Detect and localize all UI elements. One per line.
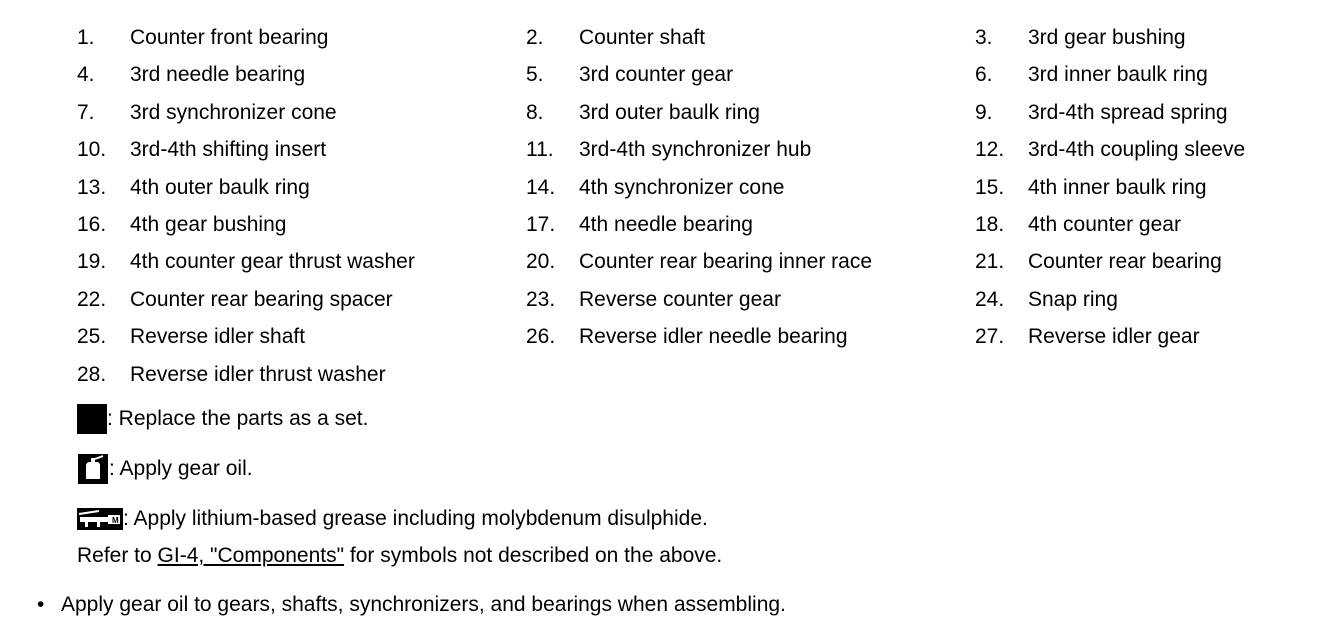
assembly-note-text: Apply gear oil to gears, shafts, synchronizers, and bearings when assembling.: [61, 593, 786, 616]
part-name: 3rd counter gear: [579, 63, 734, 87]
part-number: 6.: [975, 63, 993, 87]
part-name: Counter rear bearing: [1028, 250, 1222, 274]
part-number: 11.: [526, 138, 554, 162]
part-number: 5.: [526, 63, 544, 87]
oil-can-icon: [77, 453, 109, 485]
assembly-note: [37, 591, 786, 619]
legend-oil-row: [77, 452, 253, 486]
part-name: 4th counter gear thrust washer: [130, 250, 415, 274]
bullet-icon: •: [37, 593, 45, 616]
part-number: 15.: [975, 175, 1005, 199]
part-name: Reverse counter gear: [579, 287, 781, 311]
part-number: 21.: [975, 250, 1005, 274]
refer-prefix: Refer to: [77, 544, 158, 567]
part-number: 28.: [77, 362, 107, 386]
part-name: Counter shaft: [579, 26, 706, 49]
part-number: 1.: [77, 26, 95, 49]
legend-grease-row: [77, 502, 708, 536]
part-number: 22.: [77, 287, 107, 311]
part-number: 23.: [526, 287, 556, 311]
part-number: 7.: [77, 100, 95, 124]
part-number: 19.: [77, 250, 107, 274]
part-name: 3rd outer baulk ring: [579, 100, 760, 124]
part-name: Counter rear bearing inner race: [579, 250, 872, 274]
part-name: 3rd needle bearing: [130, 63, 306, 87]
part-name: 4th needle bearing: [579, 213, 753, 236]
part-number: 20.: [526, 250, 556, 274]
part-name: Reverse idler thrust washer: [130, 362, 386, 386]
part-name: Reverse idler shaft: [130, 325, 306, 349]
refer-note: [77, 542, 722, 570]
part-name: 3rd-4th coupling sleeve: [1028, 138, 1246, 162]
part-name: Counter front bearing: [130, 26, 329, 49]
part-number: 12.: [975, 138, 1005, 162]
part-number: 18.: [975, 213, 1005, 236]
legend-set-row: [77, 402, 368, 436]
part-name: Counter rear bearing spacer: [130, 287, 393, 311]
part-name: Reverse idler needle bearing: [579, 325, 848, 349]
part-name: 4th inner baulk ring: [1028, 175, 1207, 199]
part-number: 2.: [526, 26, 544, 49]
grease-gun-icon: [77, 508, 123, 530]
part-name: 3rd-4th spread spring: [1028, 100, 1228, 124]
part-number: 16.: [77, 213, 107, 236]
components-link[interactable]: GI-4, "Components": [157, 544, 345, 567]
black-square-icon: [77, 404, 107, 434]
part-number: 25.: [77, 325, 107, 349]
part-number: 17.: [526, 213, 556, 236]
part-number: 26.: [526, 325, 556, 349]
legend-grease-text: : Apply lithium-based grease including molybdenum disulphide.: [123, 507, 708, 530]
part-number: 13.: [77, 175, 107, 199]
legend-set-text: : Replace the parts as a set.: [107, 407, 369, 430]
refer-suffix: for symbols not described on the above.: [344, 544, 723, 567]
part-name: 4th counter gear: [1028, 213, 1181, 236]
part-number: 24.: [975, 287, 1005, 311]
part-name: 3rd inner baulk ring: [1028, 63, 1208, 87]
part-name: 3rd-4th synchronizer hub: [579, 138, 812, 162]
svg-text:M: M: [112, 516, 119, 525]
part-number: 8.: [526, 100, 544, 124]
part-number: 10.: [77, 138, 107, 162]
part-name: 4th gear bushing: [130, 213, 287, 236]
part-name: 4th outer baulk ring: [130, 175, 310, 199]
part-number: 4.: [77, 63, 95, 87]
legend-oil-text: : Apply gear oil.: [109, 457, 253, 480]
part-number: 3.: [975, 26, 993, 49]
part-name: 4th synchronizer cone: [579, 175, 785, 199]
part-name: Reverse idler gear: [1028, 325, 1200, 349]
part-name: 3rd-4th shifting insert: [130, 138, 327, 162]
part-name: 3rd synchronizer cone: [130, 100, 337, 124]
part-number: 27.: [975, 325, 1005, 349]
part-number: 9.: [975, 100, 993, 124]
part-name: Snap ring: [1028, 287, 1118, 311]
part-number: 14.: [526, 175, 556, 199]
part-name: 3rd gear bushing: [1028, 26, 1186, 49]
